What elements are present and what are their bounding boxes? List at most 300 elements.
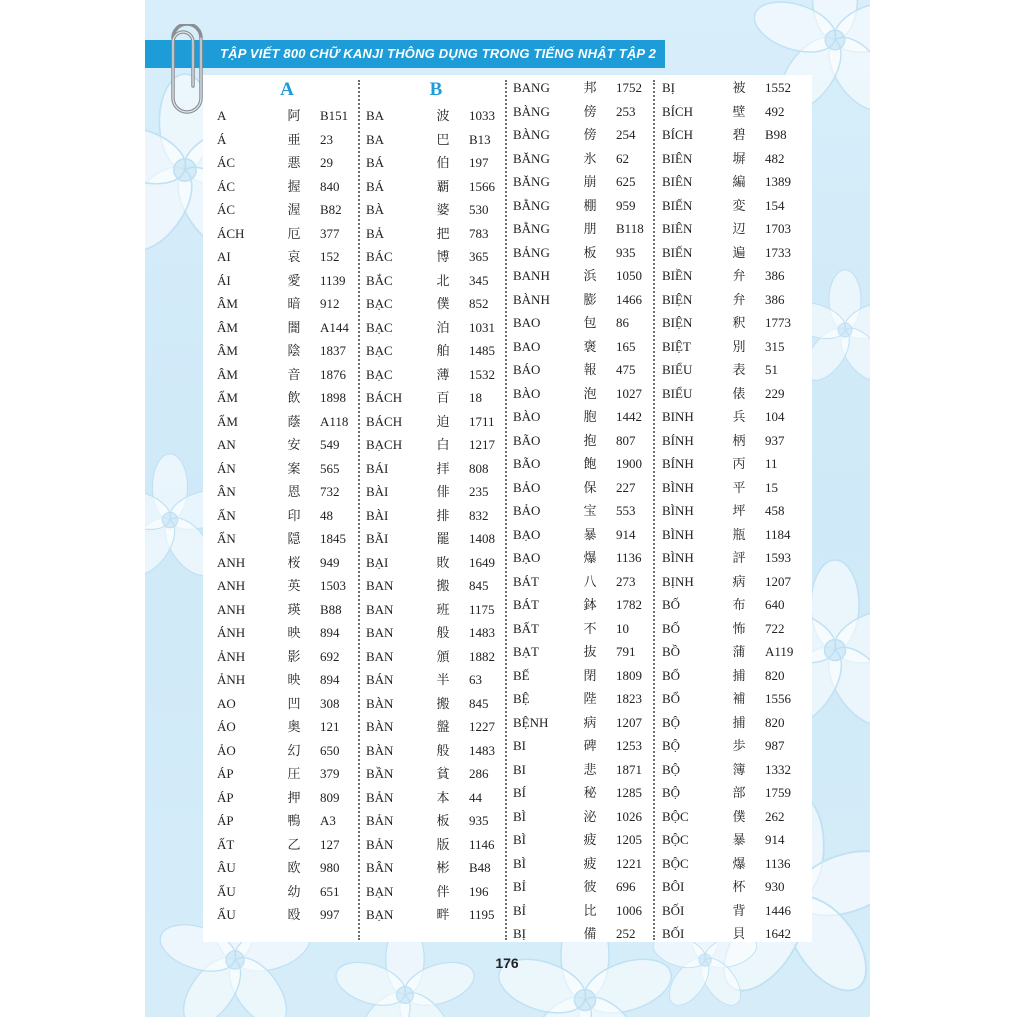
entry-row <box>217 715 357 739</box>
entry-row <box>662 358 802 382</box>
hanviet-reading: ÂU <box>217 860 236 875</box>
kanji-number: 345 <box>469 272 489 288</box>
entry-row <box>217 457 357 481</box>
kanji-character: 幼 <box>287 883 301 899</box>
kanji-number: 262 <box>765 808 785 824</box>
kanji-character: 報 <box>583 362 597 377</box>
kanji-character: 瑛 <box>287 601 301 617</box>
kanji-number: 1184 <box>765 526 791 542</box>
kanji-number: 997 <box>320 907 340 922</box>
kanji-number: 692 <box>320 648 340 664</box>
kanji-number: 791 <box>616 644 636 659</box>
entry-row <box>662 711 802 735</box>
hanviet-reading: BỘC <box>662 808 689 824</box>
kanji-number: 386 <box>765 291 785 307</box>
kanji-character: 伯 <box>436 155 450 170</box>
kanji-number: 1593 <box>765 550 791 565</box>
hanviet-reading: BI <box>513 738 526 753</box>
hanviet-reading: BÁT <box>513 597 539 612</box>
hanviet-reading: ANH <box>217 601 246 617</box>
kanji-character: 浜 <box>583 268 597 283</box>
entry-row <box>366 245 506 269</box>
kanji-character: 平 <box>732 479 746 495</box>
kanji-character: 釈 <box>732 315 746 330</box>
hanviet-reading: BAO <box>513 338 541 354</box>
entry-row <box>513 805 653 829</box>
entry-row <box>217 175 357 199</box>
kanji-number: 1503 <box>320 578 346 593</box>
hanviet-reading: BANH <box>513 268 550 283</box>
entry-row <box>662 664 802 688</box>
kanji-number: 1642 <box>765 926 791 941</box>
kanji-number: 820 <box>765 714 785 730</box>
kanji-character: 辺 <box>732 221 746 236</box>
entry-row <box>662 922 802 946</box>
kanji-number: 86 <box>616 315 629 330</box>
kanji-character: 哀 <box>287 249 301 264</box>
kanji-character: 奥 <box>287 719 301 734</box>
kanji-character: 幻 <box>287 742 301 758</box>
kanji-character: 蔭 <box>287 413 301 429</box>
kanji-character: 泊 <box>436 319 450 335</box>
kanji-number: 1900 <box>616 456 642 471</box>
kanji-number: 949 <box>320 554 340 570</box>
kanji-number: A144 <box>320 319 349 335</box>
entry-row <box>513 170 653 194</box>
kanji-character: 彼 <box>583 879 597 894</box>
entry-row <box>366 809 506 833</box>
entry-row <box>662 194 802 218</box>
hanviet-reading: AI <box>217 249 231 264</box>
kanji-character: 半 <box>436 672 450 687</box>
kanji-character: 板 <box>583 244 597 260</box>
kanji-number: 1146 <box>469 836 495 852</box>
kanji-character: 飲 <box>287 390 301 405</box>
hanviet-reading: BỊNH <box>662 573 694 589</box>
kanji-character: 印 <box>287 507 301 523</box>
kanji-number: 832 <box>469 507 489 523</box>
kanji-character: 坪 <box>732 503 746 518</box>
kanji-character: 敗 <box>436 554 450 570</box>
kanji-number: 229 <box>765 385 785 401</box>
kanji-character: 暴 <box>583 526 597 542</box>
kanji-number: 1031 <box>469 319 495 335</box>
entry-row <box>513 382 653 406</box>
kanji-character: 胞 <box>583 409 597 424</box>
entry-row <box>366 175 506 199</box>
hanviet-reading: BANG <box>513 80 550 95</box>
entry-row <box>366 527 506 551</box>
kanji-character: 疲 <box>583 855 597 871</box>
hanviet-reading: BÀNH <box>513 291 550 307</box>
kanji-character: 畔 <box>436 907 450 922</box>
kanji-number: B98 <box>765 127 787 142</box>
entry-row <box>662 899 802 923</box>
kanji-character: 排 <box>436 507 450 523</box>
kanji-character: 保 <box>583 479 597 495</box>
kanji-number: B88 <box>320 601 342 617</box>
kanji-number: 1532 <box>469 366 495 382</box>
kanji-character: 映 <box>287 625 301 640</box>
entry-row <box>513 828 653 852</box>
entry-row <box>366 363 506 387</box>
kanji-number: 894 <box>320 672 340 687</box>
entry-row <box>217 574 357 598</box>
kanji-character: 俵 <box>732 385 746 401</box>
entry-row <box>366 903 506 927</box>
entry-row <box>513 476 653 500</box>
kanji-character: 音 <box>287 366 301 382</box>
kanji-number: 980 <box>320 860 340 875</box>
hanviet-reading: BẢN <box>366 813 394 828</box>
kanji-number: 845 <box>469 578 489 593</box>
hanviet-reading: BÃI <box>366 531 389 546</box>
kanji-number: 914 <box>616 526 636 542</box>
hanviet-reading: BẠO <box>513 550 541 565</box>
hanviet-reading: ÁO <box>217 719 236 734</box>
hanviet-reading: BẢN <box>366 836 394 852</box>
entry-row <box>217 292 357 316</box>
hanviet-reading: BẠT <box>513 644 539 659</box>
kanji-number: 1217 <box>469 437 495 452</box>
hanviet-reading: BÍNH <box>662 432 694 448</box>
kanji-character: 覇 <box>436 178 450 194</box>
entry-row <box>513 640 653 664</box>
kanji-character: 補 <box>732 691 746 706</box>
kanji-number: 1027 <box>616 385 642 401</box>
entry-row <box>366 433 506 457</box>
kanji-character: 乙 <box>287 836 301 852</box>
entry-row <box>662 570 802 594</box>
kanji-number: 935 <box>616 244 636 260</box>
kanji-number: 252 <box>616 926 636 941</box>
hanviet-reading: ÁP <box>217 813 234 828</box>
kanji-character: 泌 <box>583 808 597 824</box>
entry-row <box>662 546 802 570</box>
entry-row <box>366 198 506 222</box>
hanviet-reading: BIÊN <box>662 150 693 166</box>
entry-row <box>662 429 802 453</box>
hanviet-reading: BỐ <box>662 597 681 612</box>
kanji-number: 235 <box>469 484 489 499</box>
kanji-number: 1773 <box>765 315 791 330</box>
entry-row <box>662 123 802 147</box>
kanji-character: 被 <box>732 80 746 95</box>
kanji-number: 377 <box>320 225 340 241</box>
hanviet-reading: BẦN <box>366 766 394 781</box>
kanji-number: 1408 <box>469 531 495 546</box>
kanji-character: 欧 <box>287 860 301 875</box>
kanji-character: 塀 <box>732 150 746 166</box>
kanji-number: 308 <box>320 695 340 711</box>
kanji-character: 鉢 <box>583 597 597 612</box>
kanji-number: 1253 <box>616 738 642 753</box>
kanji-number: 1227 <box>469 719 495 734</box>
entry-row <box>513 546 653 570</box>
entry-row <box>217 410 357 434</box>
entry-row <box>513 664 653 688</box>
hanviet-reading: BÍCH <box>662 103 694 119</box>
entry-row <box>366 856 506 880</box>
hanviet-reading: BIỀN <box>662 268 693 283</box>
kanji-character: 氷 <box>583 150 597 166</box>
kanji-character: 婆 <box>436 202 450 217</box>
hanviet-reading: ÂM <box>217 343 238 358</box>
kanji-character: 丙 <box>732 456 746 471</box>
entry-row <box>217 598 357 622</box>
kanji-character: 傍 <box>583 127 597 142</box>
kanji-character: 比 <box>583 902 597 918</box>
column-3 <box>513 76 653 946</box>
section-heading: A <box>280 79 294 100</box>
hanviet-reading: BẢO <box>513 479 541 495</box>
entry-row <box>513 147 653 171</box>
hanviet-reading: BÀI <box>366 507 389 523</box>
entry-row <box>217 668 357 692</box>
entry-row <box>217 363 357 387</box>
column-separator <box>653 80 655 940</box>
page-header-banner: TẬP VIẾT 800 CHỮ KANJI THÔNG DỤNG TRONG TIẾNG NHẬT TẬP 2 <box>145 40 665 68</box>
hanviet-reading: BỈ <box>513 902 526 918</box>
kanji-character: 博 <box>436 249 450 264</box>
kanji-number: 1136 <box>616 550 642 565</box>
kanji-character: 白 <box>436 437 450 452</box>
kanji-number: 379 <box>320 766 340 781</box>
kanji-character: 握 <box>287 178 301 194</box>
kanji-number: 227 <box>616 479 636 495</box>
entry-row <box>662 875 802 899</box>
kanji-number: 651 <box>320 883 340 899</box>
kanji-number: 1050 <box>616 268 642 283</box>
kanji-number: 23 <box>320 131 333 147</box>
kanji-number: 386 <box>765 268 785 283</box>
kanji-character: 弁 <box>732 291 746 307</box>
entry-row <box>662 264 802 288</box>
hanviet-reading: BÔI <box>662 879 685 894</box>
entry-row <box>662 241 802 265</box>
kanji-character: 巴 <box>436 131 450 147</box>
hanviet-reading: ẨM <box>217 390 238 405</box>
kanji-character: 僕 <box>732 808 746 824</box>
hanviet-reading: BÍCH <box>662 127 694 142</box>
kanji-number: 840 <box>320 178 340 194</box>
kanji-character: 変 <box>732 197 746 213</box>
column-4 <box>662 76 802 946</box>
kanji-number: 1809 <box>616 667 642 683</box>
entry-row <box>217 833 357 857</box>
hanviet-reading: BÁ <box>366 155 385 170</box>
hanviet-reading: BA <box>366 108 385 123</box>
entry-row <box>662 828 802 852</box>
kanji-character: 迫 <box>436 413 450 429</box>
entry-row <box>366 692 506 716</box>
hanviet-reading: BÀN <box>366 695 394 711</box>
kanji-number: 1207 <box>616 714 642 730</box>
kanji-character: 盤 <box>436 719 450 734</box>
kanji-number: 722 <box>765 620 785 636</box>
hanviet-reading: BĂNG <box>513 150 550 166</box>
hanviet-reading: ÁC <box>217 155 236 170</box>
entry-row <box>366 410 506 434</box>
kanji-number: 18 <box>469 390 482 405</box>
kanji-character: 暗 <box>287 296 301 311</box>
kanji-character: 棚 <box>583 197 597 213</box>
entry-row <box>366 457 506 481</box>
entry-row <box>513 335 653 359</box>
hanviet-reading: ÁC <box>217 178 236 194</box>
hanviet-reading: BIÊN <box>662 221 693 236</box>
hanviet-reading: BẠO <box>513 526 541 542</box>
hanviet-reading: BÁO <box>513 362 541 377</box>
hanviet-reading: BỆNH <box>513 714 549 730</box>
kanji-number: 475 <box>616 362 636 377</box>
entry-row <box>366 339 506 363</box>
hanviet-reading: BẤT <box>513 620 539 636</box>
kanji-character: 般 <box>436 625 450 640</box>
entry-row <box>366 880 506 904</box>
hanviet-reading: BIẾN <box>662 197 693 213</box>
section-heading: B <box>429 79 443 100</box>
kanji-number: 121 <box>320 719 340 734</box>
kanji-character: 渥 <box>287 202 301 217</box>
kanji-character: 抜 <box>583 644 597 659</box>
kanji-number: 1733 <box>765 244 791 260</box>
kanji-number: 1845 <box>320 531 346 546</box>
kanji-number: 63 <box>469 672 482 687</box>
kanji-number: 1285 <box>616 785 642 800</box>
kanji-character: 簿 <box>732 761 746 777</box>
hanviet-reading: BÁ <box>366 178 385 194</box>
kanji-character: 朋 <box>583 221 597 236</box>
kanji-character: 閉 <box>583 667 597 683</box>
kanji-character: 悪 <box>287 155 301 170</box>
kanji-number: 1446 <box>765 902 791 918</box>
hanviet-reading: BỔ <box>662 691 681 706</box>
kanji-character: 柄 <box>732 432 746 448</box>
hanviet-reading: BẠC <box>366 319 393 335</box>
entry-row <box>366 551 506 575</box>
entry-row <box>217 316 357 340</box>
kanji-character: 宝 <box>583 503 597 518</box>
kanji-number: 549 <box>320 437 340 452</box>
kanji-character: 捕 <box>732 667 746 683</box>
entry-row <box>366 715 506 739</box>
entry-row <box>513 758 653 782</box>
kanji-character: 包 <box>583 315 597 330</box>
kanji-number: 852 <box>469 296 489 311</box>
hanviet-reading: BỘ <box>662 761 681 777</box>
kanji-number: 807 <box>616 432 636 448</box>
hanviet-reading: BẢN <box>366 789 394 805</box>
entry-row <box>366 151 506 175</box>
kanji-character: 評 <box>732 550 746 565</box>
kanji-character: 秘 <box>583 785 597 800</box>
hanviet-reading: BỐ <box>662 620 681 636</box>
hanviet-reading: BÀNG <box>513 103 550 119</box>
hanviet-reading: BẠN <box>366 883 394 899</box>
kanji-character: 編 <box>732 174 746 189</box>
kanji-number: 930 <box>765 879 785 894</box>
hanviet-reading: BIỆT <box>662 338 691 354</box>
entry-row <box>217 903 357 927</box>
hanviet-reading: BỐI <box>662 926 685 941</box>
entry-row <box>217 762 357 786</box>
kanji-number: 1136 <box>765 855 791 871</box>
hanviet-reading: BẠC <box>366 366 393 382</box>
kanji-character: 備 <box>583 926 597 941</box>
entry-row <box>366 621 506 645</box>
kanji-number: B82 <box>320 202 342 217</box>
kanji-number: 315 <box>765 338 785 354</box>
kanji-character: 瓶 <box>732 526 746 542</box>
entry-row <box>513 194 653 218</box>
kanji-character: 把 <box>436 225 450 241</box>
kanji-character: 爆 <box>732 855 746 871</box>
kanji-number: 482 <box>765 150 785 166</box>
kanji-character: 般 <box>436 742 450 758</box>
kanji-number: 553 <box>616 503 636 518</box>
kanji-number: 1195 <box>469 907 495 922</box>
hanviet-reading: BÁN <box>366 672 394 687</box>
kanji-number: 1759 <box>765 785 791 800</box>
hanviet-reading: BỈ <box>513 879 526 894</box>
entry-row <box>662 170 802 194</box>
kanji-number: 51 <box>765 362 778 377</box>
hanviet-reading: BỊ <box>513 926 526 941</box>
kanji-character: 陰 <box>287 343 301 358</box>
entry-row <box>662 805 802 829</box>
hanviet-reading: ẢNH <box>217 648 246 664</box>
kanji-number: 1332 <box>765 761 791 777</box>
kanji-number: 937 <box>765 432 785 448</box>
kanji-character: 隠 <box>287 531 301 546</box>
hanviet-reading: BẠC <box>366 296 393 311</box>
kanji-number: 10 <box>616 620 629 636</box>
hanviet-reading: ÁP <box>217 766 234 781</box>
hanviet-reading: BÌNH <box>662 503 694 518</box>
kanji-number: 11 <box>765 456 778 471</box>
entry-row <box>513 264 653 288</box>
entry-row <box>366 386 506 410</box>
kanji-number: 1649 <box>469 554 495 570</box>
kanji-character: 飽 <box>583 456 597 471</box>
hanviet-reading: BẢ <box>366 225 385 241</box>
kanji-number: 15 <box>765 479 778 495</box>
hanviet-reading: BAN <box>366 578 394 593</box>
hanviet-reading: BIÊN <box>662 174 693 189</box>
kanji-character: 搬 <box>436 695 450 711</box>
entry-row <box>217 222 357 246</box>
kanji-character: 弁 <box>732 268 746 283</box>
kanji-number: 1205 <box>616 832 642 847</box>
kanji-character: 蒲 <box>732 644 746 659</box>
entry-row <box>513 617 653 641</box>
entry-row <box>662 640 802 664</box>
kanji-number: 1752 <box>616 80 642 95</box>
hanviet-reading: BẾ <box>513 667 530 683</box>
kanji-character: 闇 <box>287 319 301 335</box>
entry-row <box>366 762 506 786</box>
hanviet-reading: BÀI <box>366 484 389 499</box>
hanviet-reading: BIỆN <box>662 315 693 330</box>
kanji-number: 783 <box>469 225 489 241</box>
kanji-number: 62 <box>616 150 629 166</box>
kanji-character: 邦 <box>583 80 597 95</box>
kanji-character: 碑 <box>583 738 597 753</box>
kanji-number: A118 <box>320 413 349 429</box>
entry-row <box>217 104 357 128</box>
hanviet-reading: BÁI <box>366 460 389 476</box>
